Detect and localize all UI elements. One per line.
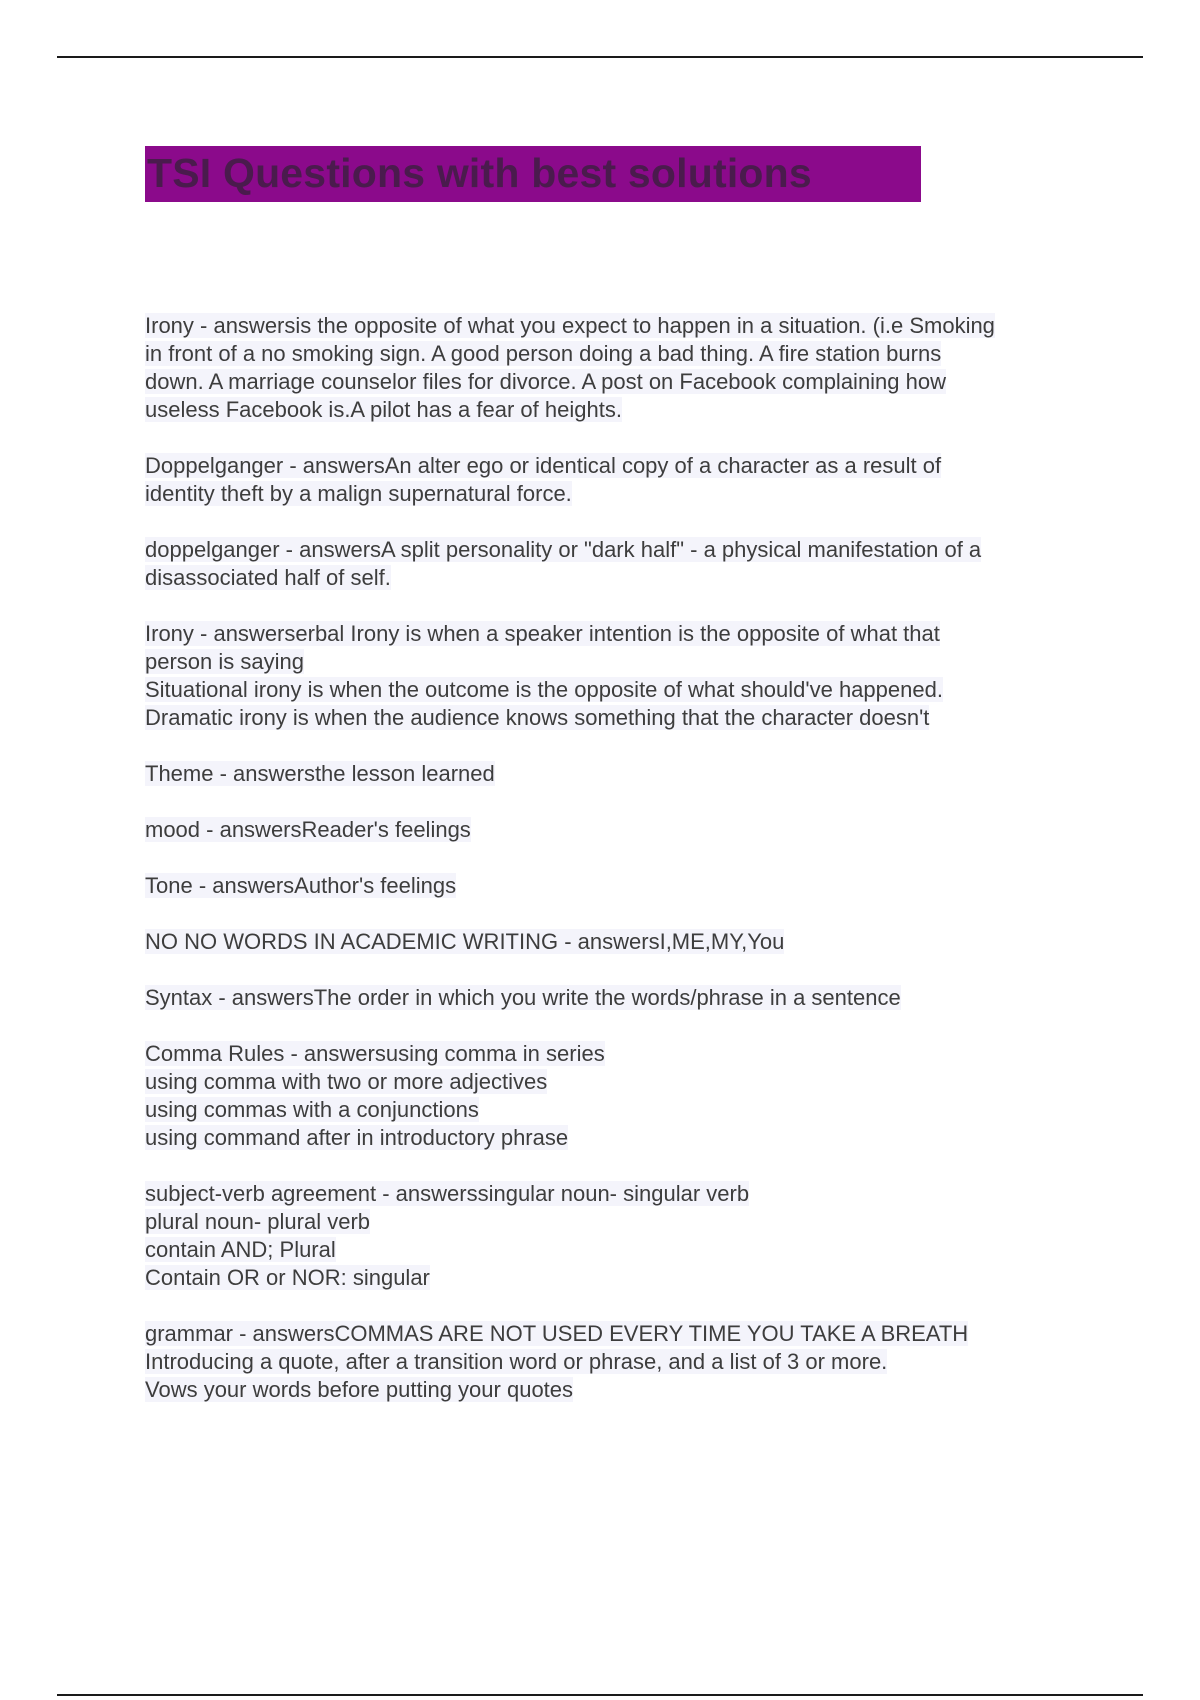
- qa-entry-line: [145, 452, 1085, 480]
- qa-entry-line: [145, 1320, 1085, 1348]
- qa-entry: [145, 620, 1085, 732]
- qa-entry: [145, 872, 1085, 900]
- qa-entry-line: [145, 1208, 1085, 1236]
- qa-entry-line: [145, 396, 1085, 424]
- qa-entry-text: Dramatic irony is when the audience knows something that the character doesn't: [145, 705, 930, 730]
- qa-entry: [145, 816, 1085, 844]
- qa-entry-line: [145, 620, 1085, 648]
- qa-entry: [145, 536, 1085, 592]
- qa-entry-text: using command after in introductory phrase: [145, 1125, 569, 1150]
- qa-entry-line: [145, 872, 1085, 900]
- qa-entry-text: mood - answersReader's feelings: [145, 817, 471, 842]
- qa-entry: [145, 984, 1085, 1012]
- qa-entry-line: [145, 1348, 1085, 1376]
- page-title: TSI Questions with best solutions: [147, 150, 812, 196]
- qa-entry: [145, 928, 1085, 956]
- qa-entry-line: [145, 1068, 1085, 1096]
- qa-entry-line: [145, 1264, 1085, 1292]
- qa-entry-line: [145, 760, 1085, 788]
- qa-entry-text: in front of a no smoking sign. A good person doing a bad thing. A fire station burns: [145, 341, 942, 366]
- qa-entry-text: Theme - answersthe lesson learned: [145, 761, 495, 786]
- qa-entry-text: using comma with two or more adjectives: [145, 1069, 548, 1094]
- qa-entry-text: Situational irony is when the outcome is the opposite of what should've happened.: [145, 677, 943, 702]
- bottom-rule: [57, 1694, 1143, 1696]
- qa-entry: [145, 1180, 1085, 1292]
- qa-entry-line: [145, 480, 1085, 508]
- qa-entry-line: [145, 1180, 1085, 1208]
- qa-entry: [145, 452, 1085, 508]
- qa-entry-line: [145, 368, 1085, 396]
- qa-entry-text: Irony - answerserbal Irony is when a speaker intention is the opposite of what that: [145, 621, 940, 646]
- qa-entry-line: [145, 1236, 1085, 1264]
- title-banner: [145, 146, 921, 202]
- qa-entry: [145, 1040, 1085, 1152]
- qa-entry-text: Vows your words before putting your quotes: [145, 1377, 574, 1402]
- qa-entry-text: doppelganger - answersA split personality or "dark half" - a physical manifestation of a: [145, 537, 982, 562]
- qa-entry-text: useless Facebook is.A pilot has a fear of heights.: [145, 397, 622, 422]
- qa-entry: [145, 312, 1085, 424]
- qa-entry-line: [145, 1376, 1085, 1404]
- qa-entry-text: Introducing a quote, after a transition word or phrase, and a list of 3 or more.: [145, 1349, 888, 1374]
- qa-entry-text: Irony - answersis the opposite of what you expect to happen in a situation. (i.e Smoking: [145, 313, 995, 338]
- qa-entry: [145, 760, 1085, 788]
- qa-entry-text: disassociated half of self.: [145, 565, 391, 590]
- qa-entry-line: [145, 1096, 1085, 1124]
- qa-entry-line: [145, 340, 1085, 368]
- qa-entry-text: NO NO WORDS IN ACADEMIC WRITING - answersI,ME,MY,You: [145, 929, 785, 954]
- qa-entry-line: [145, 676, 1085, 704]
- qa-entry: [145, 1320, 1085, 1404]
- top-rule: [57, 56, 1143, 58]
- qa-entry-text: person is saying: [145, 649, 304, 674]
- qa-entry-text: Contain OR or NOR: singular: [145, 1265, 430, 1290]
- qa-entry-line: [145, 816, 1085, 844]
- qa-entry-text: Doppelganger - answersAn alter ego or identical copy of a character as a result of: [145, 453, 942, 478]
- qa-entry-line: [145, 1040, 1085, 1068]
- qa-entry-text: identity theft by a malign supernatural force.: [145, 481, 572, 506]
- qa-entry-line: [145, 984, 1085, 1012]
- qa-list: [145, 312, 1085, 1432]
- qa-entry-line: [145, 928, 1085, 956]
- qa-entry-text: contain AND; Plural: [145, 1237, 336, 1262]
- qa-entry-line: [145, 648, 1085, 676]
- qa-entry-line: [145, 704, 1085, 732]
- qa-entry-text: Syntax - answersThe order in which you write the words/phrase in a sentence: [145, 985, 901, 1010]
- qa-entry-text: Tone - answersAuthor's feelings: [145, 873, 457, 898]
- qa-entry-line: [145, 312, 1085, 340]
- qa-entry-text: plural noun- plural verb: [145, 1209, 371, 1234]
- qa-entry-line: [145, 536, 1085, 564]
- qa-entry-line: [145, 564, 1085, 592]
- qa-entry-text: using commas with a conjunctions: [145, 1097, 479, 1122]
- qa-entry-line: [145, 1124, 1085, 1152]
- qa-entry-text: subject-verb agreement - answerssingular noun- singular verb: [145, 1181, 750, 1206]
- qa-entry-text: Comma Rules - answersusing comma in series: [145, 1041, 605, 1066]
- qa-entry-text: down. A marriage counselor files for divorce. A post on Facebook complaining how: [145, 369, 947, 394]
- qa-entry-text: grammar - answersCOMMAS ARE NOT USED EVERY TIME YOU TAKE A BREATH: [145, 1321, 969, 1346]
